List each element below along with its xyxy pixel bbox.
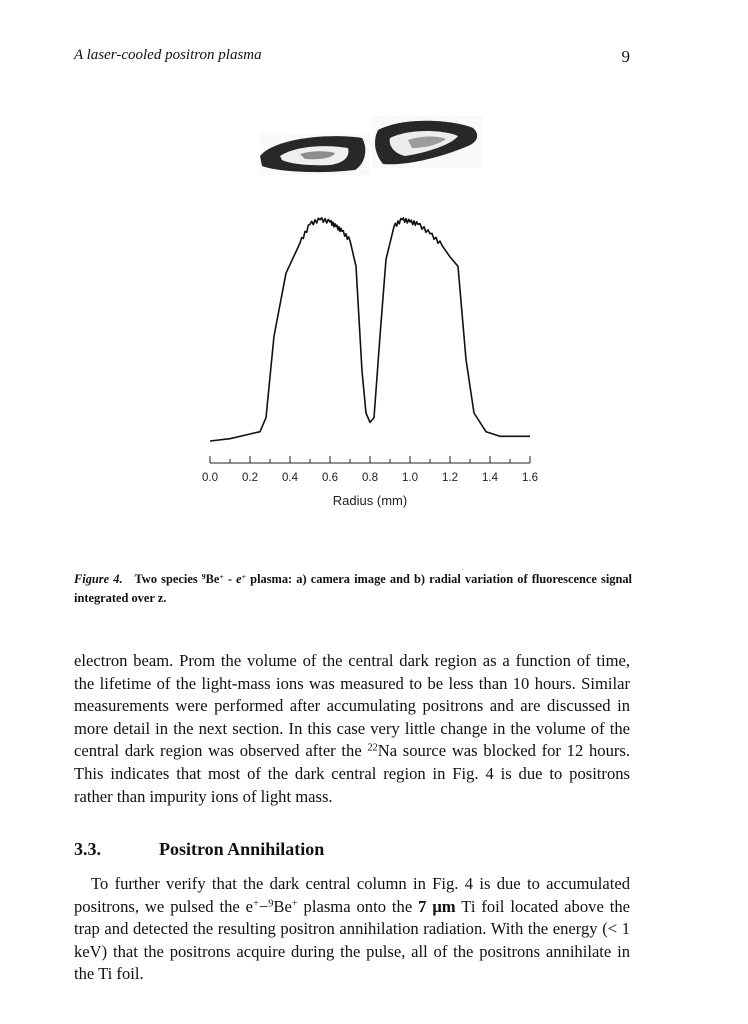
caption-species-2: e <box>236 572 242 586</box>
p2-text-2: plasma onto the <box>297 896 419 916</box>
x-tick-label-0: 0.0 <box>202 472 218 484</box>
figure-4 <box>190 108 550 528</box>
caption-text-2: plasma: a) camera image and b) radial variation of fluorescence signal integrated over z. <box>74 572 632 605</box>
x-tick-label-4: 0.8 <box>362 472 378 484</box>
p2-sup-3: + <box>291 897 298 909</box>
p2-thickness: 7 μm <box>418 896 456 916</box>
camera-image <box>260 116 482 175</box>
p2-text-3: Ti foil located above the trap and detected the resulting positron annihilation radiation. With the energy (< 1 keV) that the positrons acquire during the pulse, all of the positrons annihilate in the Ti foil. <box>74 896 631 984</box>
caption-species-1: Be <box>205 572 220 586</box>
x-axis-label: Radius (mm) <box>332 493 408 508</box>
x-tick-label-8: 1.6 <box>522 472 538 484</box>
x-tick-label-5: 1.0 <box>402 472 418 484</box>
x-tick-label-6: 1.2 <box>442 472 458 484</box>
x-tick-label-3: 0.6 <box>322 472 338 484</box>
running-title: A laser-cooled positron plasma <box>74 47 262 63</box>
section-heading <box>74 839 324 860</box>
camera-lobe-left <box>260 133 370 175</box>
caption-dash: - <box>223 572 237 586</box>
section-number: 3.3. <box>74 839 101 859</box>
section-title: Positron Annihilation <box>159 839 325 859</box>
page-number: 9 <box>621 47 630 66</box>
profile-series-line <box>210 218 530 441</box>
p2-dash: − <box>258 896 269 916</box>
caption-sup-plus-2: + <box>241 571 247 581</box>
caption-sup-mass: 9 <box>201 571 206 581</box>
caption-sup-plus-1: + <box>219 571 224 581</box>
p2-text-1: To further verify that the dark central column in Fig. 4 is due to accumulated positrons, we pulsed the e <box>74 874 630 916</box>
p1-sup: 22 <box>367 742 378 754</box>
camera-lobe-right <box>372 116 482 168</box>
x-tick-label-2: 0.4 <box>282 472 298 484</box>
radial-profile-plot <box>202 218 538 508</box>
figure-caption <box>74 570 632 608</box>
x-tick-label-1: 0.2 <box>242 472 258 484</box>
p1-species: Na <box>377 741 398 761</box>
caption-text-1: Two species <box>134 572 202 586</box>
running-head <box>74 47 630 67</box>
x-tick-label-7: 1.4 <box>482 472 498 484</box>
caption-label: Figure 4. <box>74 572 123 586</box>
x-axis-ticks <box>202 456 538 484</box>
p2-sup-2: 9 <box>268 897 274 909</box>
paragraph-1 <box>74 650 630 808</box>
p2-sup-1: + <box>253 897 259 909</box>
figure-svg <box>190 108 550 528</box>
p1-text-1: electron beam. Prom the volume of the central dark region as a function of time, the lifetime of the light-mass ions was measured to be less than 10 hours. Similar measurements were performed after accumulating positrons and are discussed in more detail in the next section. In this case very little change in the volume of the central dark region was observed after the <box>74 651 630 761</box>
paragraph-2 <box>74 873 630 986</box>
p1-text-2: source was blocked for 12 hours. This indicates that most of the dark central region in Fig. 4 is due to positrons rather than impurity ions of light mass. <box>74 741 631 806</box>
p2-be: Be <box>273 896 292 916</box>
